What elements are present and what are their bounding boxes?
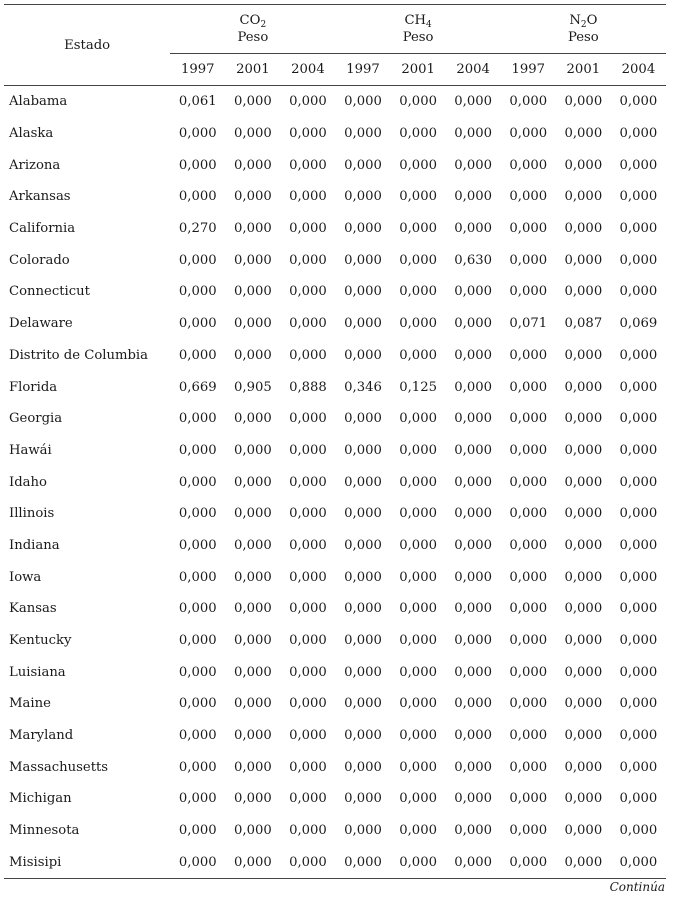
value-cell: 0,000 xyxy=(289,696,327,712)
column-header-year: 1997 xyxy=(501,54,556,86)
gas-unit: Peso xyxy=(237,29,269,45)
table-row xyxy=(4,435,666,467)
value-cell: 0,000 xyxy=(344,126,382,142)
value-cell: 0,000 xyxy=(564,189,603,205)
value-cell: 0,000 xyxy=(619,728,658,744)
table-row xyxy=(4,720,666,752)
value-cell: 0,000 xyxy=(619,506,658,522)
state-name-cell: Georgia xyxy=(9,411,63,427)
value-cell: 0,000 xyxy=(289,189,327,205)
column-header-year: 1997 xyxy=(170,54,225,86)
value-cell: 0,000 xyxy=(564,442,603,458)
gas-formula: $N_2O$ xyxy=(569,12,598,30)
value-cell: 0,000 xyxy=(289,728,327,744)
table-row xyxy=(4,751,666,783)
value-cell: 0,000 xyxy=(564,633,603,649)
value-cell: 0,000 xyxy=(619,189,658,205)
value-cell: 0,000 xyxy=(454,633,493,649)
value-cell: 0,000 xyxy=(454,411,493,427)
value-cell: 0,000 xyxy=(233,442,272,458)
value-cell: 0,000 xyxy=(454,759,493,775)
value-cell: 0,000 xyxy=(509,664,548,680)
value-cell: 0,000 xyxy=(399,252,437,268)
table-header xyxy=(4,5,666,86)
value-cell: 0,000 xyxy=(564,791,603,807)
value-cell: 0,069 xyxy=(619,316,658,332)
value-cell: 0,000 xyxy=(233,474,272,490)
value-cell: 0,000 xyxy=(344,823,382,839)
value-cell: 0,000 xyxy=(344,221,382,237)
value-cell: 0,000 xyxy=(399,126,437,142)
value-cell: 0,000 xyxy=(233,664,272,680)
table-row xyxy=(4,308,666,340)
value-cell: 0,270 xyxy=(178,221,217,237)
value-cell: 0,000 xyxy=(399,633,437,649)
column-header-year: 2004 xyxy=(280,54,335,86)
value-cell: 0,000 xyxy=(344,664,382,680)
value-cell: 0,000 xyxy=(289,94,327,110)
value-cell: 0,000 xyxy=(454,347,493,363)
value-cell: 0,000 xyxy=(233,696,272,712)
value-cell: 0,000 xyxy=(178,316,217,332)
value-cell: 0,000 xyxy=(509,601,548,617)
value-cell: 0,000 xyxy=(454,474,493,490)
value-cell: 0,000 xyxy=(556,847,611,879)
value-cell: 0,000 xyxy=(454,157,493,173)
value-cell: 0,000 xyxy=(564,347,603,363)
value-cell: 0,000 xyxy=(509,284,548,300)
value-cell: 0,000 xyxy=(611,847,666,879)
gas-unit: Peso xyxy=(402,29,434,45)
value-cell: 0,000 xyxy=(619,94,658,110)
value-cell: 0,000 xyxy=(509,442,548,458)
value-cell: 0,000 xyxy=(289,126,327,142)
state-name-cell: Hawái xyxy=(9,442,52,458)
value-cell: 0,000 xyxy=(399,569,437,585)
value-cell: 0,000 xyxy=(454,442,493,458)
value-cell: 0,000 xyxy=(564,221,603,237)
value-cell: 0,087 xyxy=(564,316,603,332)
value-cell: 0,000 xyxy=(344,442,382,458)
state-name-cell: Michigan xyxy=(9,791,72,807)
value-cell: 0,000 xyxy=(509,759,548,775)
value-cell: 0,000 xyxy=(178,126,217,142)
value-cell: 0,000 xyxy=(399,347,437,363)
value-cell: 0,061 xyxy=(178,94,217,110)
value-cell: 0,000 xyxy=(564,759,603,775)
value-cell: 0,000 xyxy=(178,347,217,363)
column-header-year: 1997 xyxy=(335,54,390,86)
value-cell: 0,000 xyxy=(233,411,272,427)
value-cell: 0,000 xyxy=(454,379,493,395)
value-cell: 0,000 xyxy=(289,221,327,237)
value-cell: 0,000 xyxy=(509,157,548,173)
value-cell: 0,000 xyxy=(344,284,382,300)
value-cell: 0,000 xyxy=(454,316,493,332)
value-cell: 0,000 xyxy=(178,696,217,712)
state-name-cell: Minnesota xyxy=(9,823,80,839)
state-name-cell: Kentucky xyxy=(9,633,72,649)
value-cell: 0,000 xyxy=(399,94,437,110)
table-row xyxy=(4,118,666,150)
value-cell: 0,000 xyxy=(619,379,658,395)
table-row xyxy=(4,783,666,815)
value-cell: 0,000 xyxy=(564,506,603,522)
value-cell: 0,000 xyxy=(344,189,382,205)
value-cell: 0,000 xyxy=(619,252,658,268)
value-cell: 0,000 xyxy=(344,316,382,332)
value-cell: 0,000 xyxy=(454,94,493,110)
value-cell: 0,000 xyxy=(564,379,603,395)
value-cell: 0,000 xyxy=(619,823,658,839)
value-cell: 0,000 xyxy=(509,569,548,585)
value-cell: 0,000 xyxy=(619,411,658,427)
value-cell: 0,000 xyxy=(233,823,272,839)
value-cell: 0,000 xyxy=(509,506,548,522)
table-row xyxy=(4,244,666,276)
state-name-cell: Massachusetts xyxy=(9,759,109,775)
value-cell: 0,000 xyxy=(344,633,382,649)
value-cell: 0,000 xyxy=(289,569,327,585)
value-cell: 0,000 xyxy=(619,126,658,142)
value-cell: 0,000 xyxy=(233,728,272,744)
value-cell: 0,000 xyxy=(344,791,382,807)
value-cell: 0,000 xyxy=(399,759,437,775)
value-cell: 0,000 xyxy=(344,537,382,553)
value-cell: 0,000 xyxy=(454,569,493,585)
table-row xyxy=(4,498,666,530)
value-cell: 0,000 xyxy=(178,633,217,649)
table-row xyxy=(4,625,666,657)
value-cell: 0,000 xyxy=(619,474,658,490)
value-cell: 0,000 xyxy=(509,189,548,205)
table-row xyxy=(4,181,666,213)
column-header-year: 2004 xyxy=(611,54,666,86)
value-cell: 0,000 xyxy=(178,284,217,300)
value-cell: 0,000 xyxy=(399,221,437,237)
table-row xyxy=(4,340,666,372)
value-cell: 0,000 xyxy=(509,696,548,712)
state-name-cell: Distrito de Columbia xyxy=(9,347,149,363)
column-header-year: 2001 xyxy=(225,54,280,86)
value-cell: 0,000 xyxy=(399,601,437,617)
value-cell: 0,000 xyxy=(233,537,272,553)
value-cell: 0,000 xyxy=(289,664,327,680)
value-cell: 0,000 xyxy=(564,696,603,712)
state-name-cell: Maryland xyxy=(9,728,74,744)
value-cell: 0,000 xyxy=(454,221,493,237)
table-row xyxy=(4,688,666,720)
table-row xyxy=(4,403,666,435)
state-name-cell: Kansas xyxy=(9,601,57,617)
value-cell: 0,000 xyxy=(233,759,272,775)
column-header-year: 2004 xyxy=(446,54,501,86)
value-cell: 0,000 xyxy=(619,759,658,775)
value-cell: 0,000 xyxy=(289,791,327,807)
value-cell: 0,000 xyxy=(344,696,382,712)
value-cell: 0,346 xyxy=(344,379,382,395)
value-cell: 0,000 xyxy=(178,664,217,680)
value-cell: 0,000 xyxy=(509,126,548,142)
value-cell: 0,000 xyxy=(509,474,548,490)
value-cell: 0,000 xyxy=(399,157,437,173)
value-cell: 0,000 xyxy=(509,823,548,839)
table-row xyxy=(4,213,666,245)
value-cell: 0,888 xyxy=(289,379,327,395)
value-cell: 0,905 xyxy=(233,379,272,395)
value-cell: 0,000 xyxy=(446,847,501,879)
value-cell: 0,000 xyxy=(178,601,217,617)
value-cell: 0,000 xyxy=(233,94,272,110)
value-cell: 0,000 xyxy=(399,664,437,680)
value-cell: 0,000 xyxy=(399,506,437,522)
value-cell: 0,000 xyxy=(399,474,437,490)
value-cell: 0,000 xyxy=(619,601,658,617)
column-group-co2 xyxy=(170,5,335,54)
value-cell: 0,000 xyxy=(454,126,493,142)
value-cell: 0,000 xyxy=(289,316,327,332)
value-cell: 0,000 xyxy=(399,284,437,300)
value-cell: 0,000 xyxy=(178,537,217,553)
value-cell: 0,000 xyxy=(344,94,382,110)
value-cell: 0,000 xyxy=(178,411,217,427)
value-cell: 0,000 xyxy=(454,696,493,712)
value-cell: 0,000 xyxy=(178,791,217,807)
value-cell: 0,000 xyxy=(233,189,272,205)
value-cell: 0,000 xyxy=(178,823,217,839)
state-name-cell: Alaska xyxy=(9,126,54,142)
value-cell: 0,000 xyxy=(233,252,272,268)
table-row xyxy=(4,371,666,403)
value-cell: 0,000 xyxy=(509,411,548,427)
value-cell: 0,000 xyxy=(344,411,382,427)
value-cell: 0,000 xyxy=(619,569,658,585)
table-row xyxy=(4,815,666,847)
value-cell: 0,000 xyxy=(289,759,327,775)
value-cell: 0,000 xyxy=(344,252,382,268)
column-header-state: Estado xyxy=(4,5,170,86)
value-cell: 0,000 xyxy=(564,569,603,585)
value-cell: 0,000 xyxy=(233,347,272,363)
value-cell: 0,000 xyxy=(391,847,446,879)
value-cell: 0,000 xyxy=(344,569,382,585)
value-cell: 0,669 xyxy=(178,379,217,395)
state-name-cell: Florida xyxy=(9,379,58,395)
value-cell: 0,000 xyxy=(399,696,437,712)
value-cell: 0,000 xyxy=(619,537,658,553)
column-header-year: 2001 xyxy=(556,54,611,86)
state-name-cell: Indiana xyxy=(9,537,60,553)
value-cell: 0,000 xyxy=(619,791,658,807)
value-cell: 0,071 xyxy=(509,316,548,332)
value-cell: 0,000 xyxy=(289,633,327,649)
state-name-cell: Luisiana xyxy=(9,664,66,680)
value-cell: 0,000 xyxy=(344,728,382,744)
value-cell: 0,000 xyxy=(564,157,603,173)
value-cell: 0,000 xyxy=(454,537,493,553)
value-cell: 0,000 xyxy=(399,316,437,332)
value-cell: 0,000 xyxy=(399,442,437,458)
value-cell: 0,000 xyxy=(509,791,548,807)
table-body xyxy=(4,86,666,879)
value-cell: 0,000 xyxy=(399,411,437,427)
value-cell: 0,000 xyxy=(170,847,225,879)
column-group-ch4 xyxy=(335,5,500,54)
value-cell: 0,000 xyxy=(233,126,272,142)
table-row xyxy=(4,276,666,308)
state-name-cell: Arizona xyxy=(9,157,61,173)
column-group-n2o xyxy=(501,5,666,54)
value-cell: 0,000 xyxy=(509,347,548,363)
value-cell: 0,000 xyxy=(178,474,217,490)
value-cell: 0,000 xyxy=(178,442,217,458)
state-name-cell: Illinois xyxy=(9,506,55,522)
gas-formula: $CH_4$ xyxy=(404,12,432,30)
value-cell: 0,000 xyxy=(454,284,493,300)
value-cell: 0,000 xyxy=(344,474,382,490)
value-cell: 0,000 xyxy=(454,728,493,744)
value-cell: 0,000 xyxy=(289,157,327,173)
value-cell: 0,000 xyxy=(509,252,548,268)
value-cell: 0,000 xyxy=(564,474,603,490)
value-cell: 0,000 xyxy=(509,537,548,553)
value-cell: 0,000 xyxy=(289,411,327,427)
table-row xyxy=(4,847,666,879)
table-row xyxy=(4,561,666,593)
value-cell: 0,000 xyxy=(233,284,272,300)
value-cell: 0,000 xyxy=(344,506,382,522)
value-cell: 0,000 xyxy=(225,847,280,879)
continues-note: Continúa xyxy=(609,880,665,894)
value-cell: 0,000 xyxy=(564,94,603,110)
value-cell: 0,000 xyxy=(454,823,493,839)
value-cell: 0,000 xyxy=(564,823,603,839)
value-cell: 0,000 xyxy=(509,94,548,110)
value-cell: 0,000 xyxy=(233,569,272,585)
state-name-cell: Connecticut xyxy=(9,284,90,300)
value-cell: 0,000 xyxy=(178,189,217,205)
value-cell: 0,000 xyxy=(178,569,217,585)
state-name-cell: Maine xyxy=(9,696,51,712)
value-cell: 0,000 xyxy=(233,791,272,807)
value-cell: 0,000 xyxy=(454,601,493,617)
value-cell: 0,000 xyxy=(399,791,437,807)
state-name-cell: Misisipi xyxy=(4,847,170,879)
value-cell: 0,000 xyxy=(509,221,548,237)
value-cell: 0,000 xyxy=(619,442,658,458)
gas-unit: Peso xyxy=(567,29,599,45)
value-cell: 0,000 xyxy=(454,664,493,680)
state-name-cell: Delaware xyxy=(9,316,73,332)
value-cell: 0,000 xyxy=(564,411,603,427)
value-cell: 0,000 xyxy=(454,791,493,807)
value-cell: 0,000 xyxy=(509,728,548,744)
value-cell: 0,000 xyxy=(335,847,390,879)
column-header-year: 2001 xyxy=(391,54,446,86)
state-name-cell: Arkansas xyxy=(9,189,71,205)
value-cell: 0,000 xyxy=(178,506,217,522)
state-name-cell: Alabama xyxy=(9,94,68,110)
value-cell: 0,000 xyxy=(454,189,493,205)
state-name-cell: Idaho xyxy=(9,474,47,490)
value-cell: 0,000 xyxy=(233,157,272,173)
value-cell: 0,000 xyxy=(233,601,272,617)
value-cell: 0,000 xyxy=(289,284,327,300)
state-name-cell: Iowa xyxy=(9,569,42,585)
gas-formula: $CO_2$ xyxy=(239,12,267,30)
value-cell: 0,000 xyxy=(344,157,382,173)
value-cell: 0,000 xyxy=(509,633,548,649)
emissions-table xyxy=(4,4,666,879)
value-cell: 0,000 xyxy=(178,728,217,744)
value-cell: 0,000 xyxy=(564,728,603,744)
value-cell: 0,630 xyxy=(454,252,493,268)
value-cell: 0,000 xyxy=(399,728,437,744)
value-cell: 0,000 xyxy=(289,252,327,268)
table-row xyxy=(4,530,666,562)
value-cell: 0,125 xyxy=(399,379,437,395)
table-row xyxy=(4,656,666,688)
value-cell: 0,000 xyxy=(289,506,327,522)
value-cell: 0,000 xyxy=(233,221,272,237)
value-cell: 0,000 xyxy=(233,506,272,522)
value-cell: 0,000 xyxy=(344,759,382,775)
value-cell: 0,000 xyxy=(619,347,658,363)
value-cell: 0,000 xyxy=(289,601,327,617)
value-cell: 0,000 xyxy=(289,823,327,839)
value-cell: 0,000 xyxy=(619,284,658,300)
state-name-cell: California xyxy=(9,221,76,237)
value-cell: 0,000 xyxy=(564,664,603,680)
value-cell: 0,000 xyxy=(399,823,437,839)
value-cell: 0,000 xyxy=(289,442,327,458)
value-cell: 0,000 xyxy=(233,316,272,332)
value-cell: 0,000 xyxy=(289,474,327,490)
value-cell: 0,000 xyxy=(178,759,217,775)
state-name-cell: Colorado xyxy=(9,252,70,268)
table-row xyxy=(4,593,666,625)
table-row xyxy=(4,149,666,181)
value-cell: 0,000 xyxy=(501,847,556,879)
value-cell: 0,000 xyxy=(454,506,493,522)
value-cell: 0,000 xyxy=(509,379,548,395)
value-cell: 0,000 xyxy=(233,633,272,649)
value-cell: 0,000 xyxy=(619,664,658,680)
value-cell: 0,000 xyxy=(178,252,217,268)
value-cell: 0,000 xyxy=(399,537,437,553)
table-row xyxy=(4,86,666,118)
value-cell: 0,000 xyxy=(344,347,382,363)
table-row xyxy=(4,466,666,498)
value-cell: 0,000 xyxy=(619,157,658,173)
value-cell: 0,000 xyxy=(564,537,603,553)
value-cell: 0,000 xyxy=(564,252,603,268)
value-cell: 0,000 xyxy=(344,601,382,617)
value-cell: 0,000 xyxy=(619,221,658,237)
value-cell: 0,000 xyxy=(399,189,437,205)
value-cell: 0,000 xyxy=(178,157,217,173)
value-cell: 0,000 xyxy=(564,284,603,300)
value-cell: 0,000 xyxy=(564,126,603,142)
value-cell: 0,000 xyxy=(280,847,335,879)
value-cell: 0,000 xyxy=(619,633,658,649)
value-cell: 0,000 xyxy=(619,696,658,712)
value-cell: 0,000 xyxy=(289,537,327,553)
value-cell: 0,000 xyxy=(564,601,603,617)
value-cell: 0,000 xyxy=(289,347,327,363)
